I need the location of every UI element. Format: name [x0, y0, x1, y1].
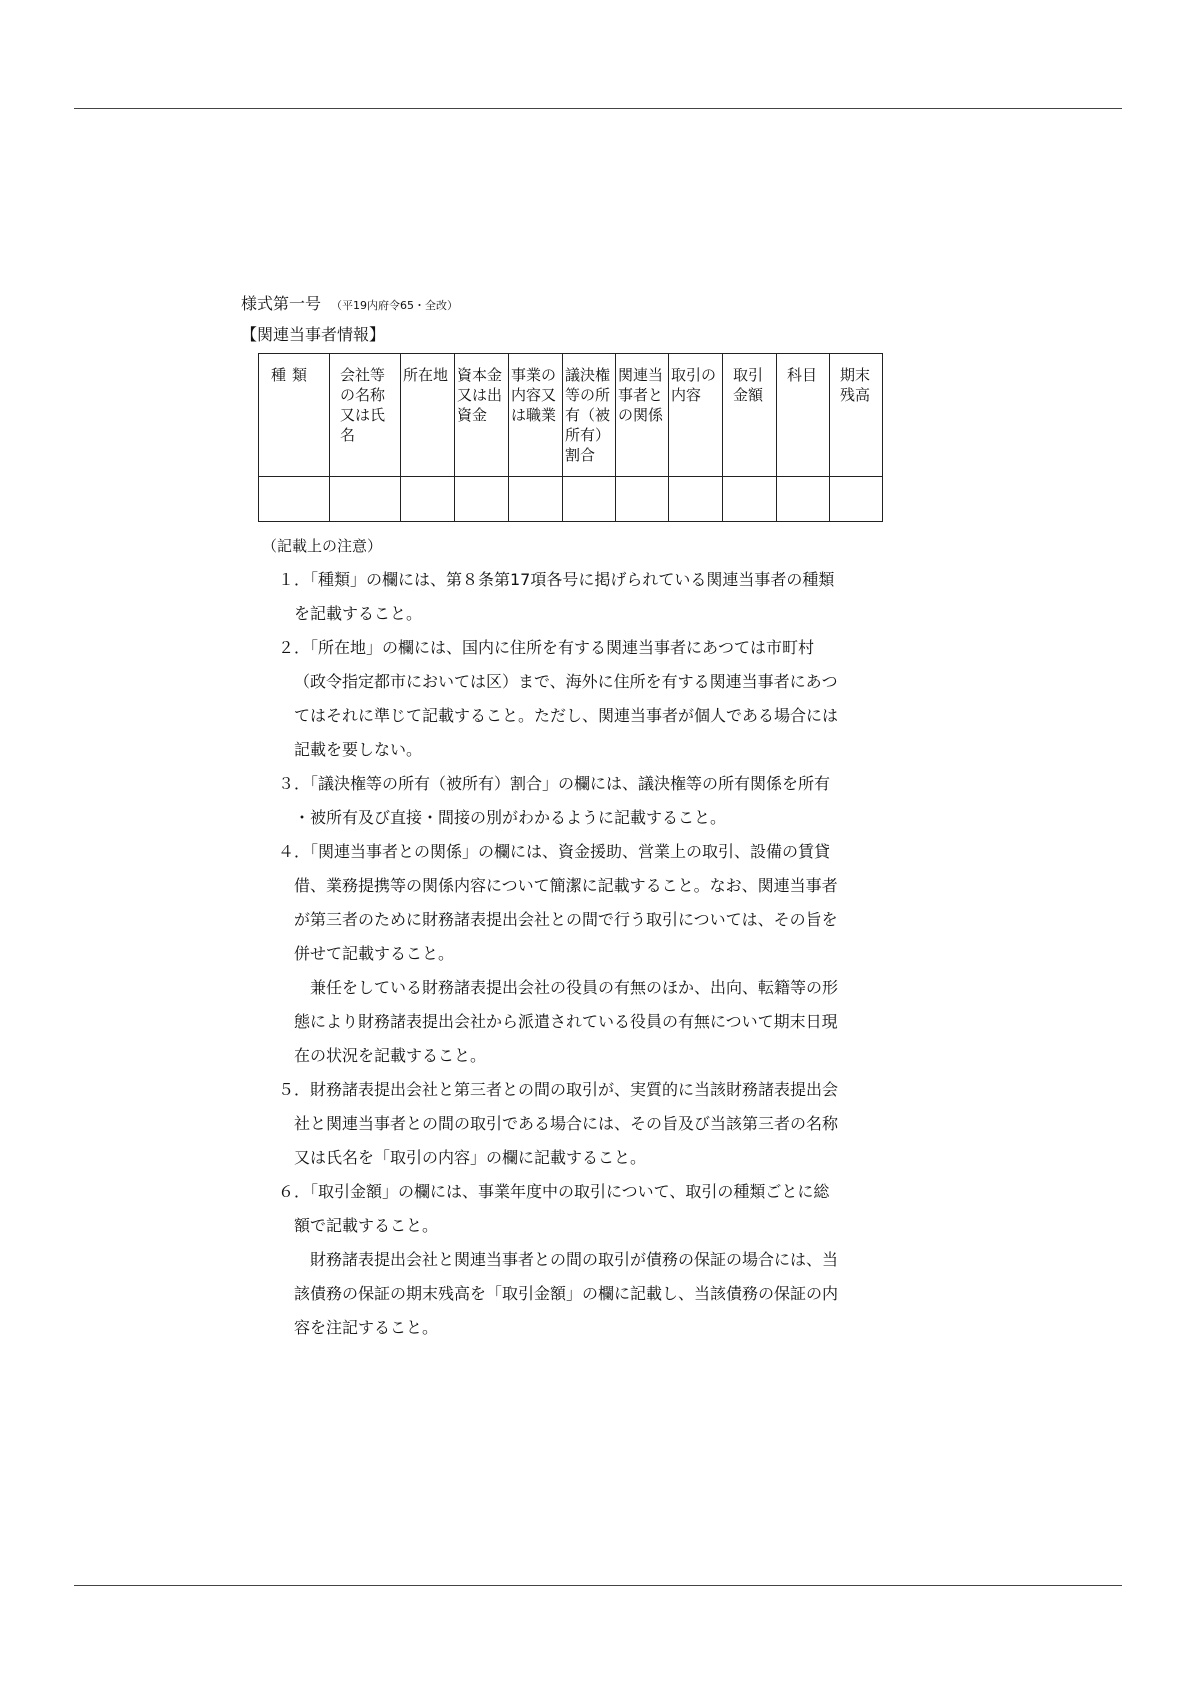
note-line: 兼任をしている財務諸表提出会社の役員の有無のほか、出向、転籍等の形: [310, 978, 839, 997]
table-cell: [777, 477, 830, 522]
table-cell: [669, 477, 723, 522]
header-cell: 関連当事者との関係: [616, 354, 669, 477]
form-title-block: [241, 291, 458, 314]
table-cell: [401, 477, 455, 522]
table-cell: [563, 477, 616, 522]
table-header-row: [259, 354, 883, 477]
note-line: 該債務の保証の期末残高を「取引金額」の欄に記載し、当該債務の保証の内: [294, 1284, 839, 1303]
table-cell: [616, 477, 669, 522]
table-cell: [330, 477, 401, 522]
note-line: （政令指定都市においては区）まで、海外に住所を有する関連当事者にあつ: [294, 672, 838, 691]
header-cell: 期末残高: [830, 354, 883, 477]
note-line: 財務諸表提出会社と関連当事者との間の取引が債務の保証の場合には、当: [310, 1250, 839, 1269]
form-title: 様式第一号: [241, 294, 322, 313]
note-line: ・被所有及び直接・間接の別がわかるように記載すること。: [294, 808, 727, 827]
header-cell: 取引の内容: [669, 354, 723, 477]
note-line: ３．「議決権等の所有（被所有）割合」の欄には、議決権等の所有関係を所有: [278, 774, 831, 793]
table-row: [259, 477, 883, 522]
related-party-table: [258, 353, 883, 522]
notes-title: （記載上の注意）: [262, 537, 383, 555]
header-cell: 議決権等の所有（被所有）割合: [563, 354, 616, 477]
note-line: 借、業務提携等の関係内容について簡潔に記載すること。なお、関連当事者: [294, 876, 838, 895]
note-line: 額で記載すること。: [294, 1216, 439, 1235]
header-cell: 資本金又は出資金: [455, 354, 509, 477]
table-cell: [259, 477, 330, 522]
note-line: 在の状況を記載すること。: [294, 1046, 487, 1065]
note-line: 容を注記すること。: [294, 1318, 439, 1337]
note-line: ５．財務諸表提出会社と第三者との間の取引が、実質的に当該財務諸表提出会: [278, 1080, 839, 1099]
note-line: ６．「取引金額」の欄には、事業年度中の取引について、取引の種類ごとに総: [278, 1182, 830, 1201]
header-cell: 会社等の名称又は氏名: [330, 354, 401, 477]
section-title: 【関連当事者情報】: [241, 325, 386, 344]
table-cell: [455, 477, 509, 522]
table-cell: [830, 477, 883, 522]
header-cell: 取引金額: [723, 354, 777, 477]
note-line: ４．「関連当事者との関係」の欄には、資金援助、営業上の取引、設備の賃貸: [278, 842, 831, 861]
note-line: 併せて記載すること。: [294, 944, 455, 963]
note-line: てはそれに準じて記載すること。ただし、関連当事者が個人である場合には: [294, 706, 839, 725]
form-revision: （平19内府令65・全改）: [331, 299, 459, 312]
header-cell: 所在地: [401, 354, 455, 477]
table-cell: [723, 477, 777, 522]
note-line: 又は氏名を「取引の内容」の欄に記載すること。: [294, 1148, 647, 1167]
header-cell: 事業の内容又は職業: [509, 354, 563, 477]
header-cell: 科目: [777, 354, 830, 477]
header-cell: 種類: [259, 354, 330, 477]
note-line: が第三者のために財務諸表提出会社との間で行う取引については、その旨を: [294, 910, 838, 929]
note-line: 社と関連当事者との間の取引である場合には、その旨及び当該第三者の名称: [294, 1114, 839, 1133]
note-line: 記載を要しない。: [294, 740, 423, 759]
footer-rule: [74, 1585, 1122, 1586]
note-line: １．「種類」の欄には、第８条第17項各号に掲げられている関連当事者の種類: [278, 570, 835, 589]
note-line: を記載すること。: [294, 604, 423, 623]
header-rule: [74, 108, 1122, 109]
note-line: ２．「所在地」の欄には、国内に住所を有する関連当事者にあつては市町村: [278, 638, 815, 657]
note-line: 態により財務諸表提出会社から派遣されている役員の有無について期末日現: [294, 1012, 838, 1031]
table-cell: [509, 477, 563, 522]
